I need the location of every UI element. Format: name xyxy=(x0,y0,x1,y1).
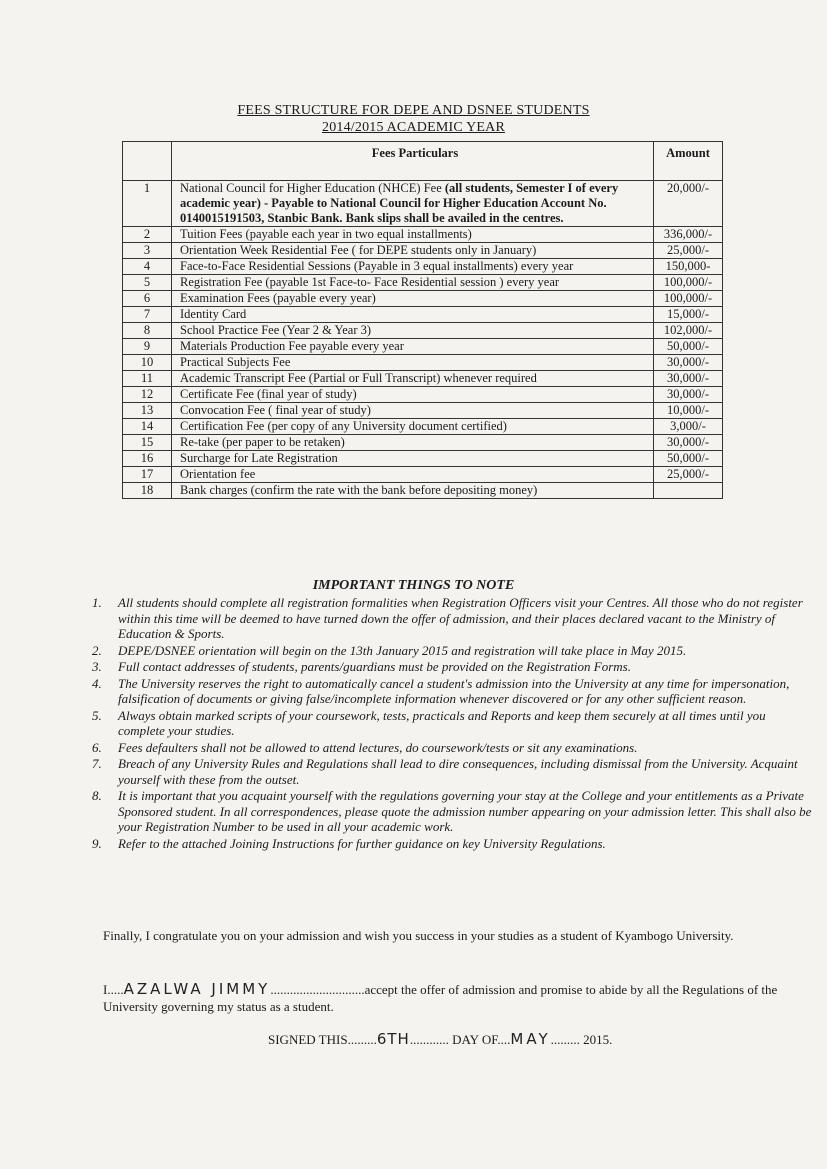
table-row xyxy=(123,451,723,467)
row-number: 12 xyxy=(123,387,172,403)
signed-mid: ............ DAY OF.... xyxy=(409,1032,511,1047)
note-item xyxy=(92,707,813,739)
signed-suffix: ......... 2015. xyxy=(550,1032,613,1047)
table-row xyxy=(123,181,723,227)
note-number: 6. xyxy=(92,739,102,755)
accept-text: accept the offer of admission and promise to abide by all the Regulations of the University governing my status as a student. xyxy=(103,982,778,1014)
row-amount: 50,000/- xyxy=(654,451,723,467)
row-amount: 50,000/- xyxy=(654,339,723,355)
row-amount: 3,000/- xyxy=(654,419,723,435)
note-number: 2. xyxy=(92,642,102,658)
row-amount: 15,000/- xyxy=(654,307,723,323)
note-item xyxy=(92,739,813,756)
notes-list xyxy=(92,595,813,852)
row-number: 17 xyxy=(123,467,172,483)
row-amount: 25,000/- xyxy=(654,243,723,259)
signed-day-handwritten: 6TH xyxy=(376,1030,410,1048)
row-amount: 20,000/- xyxy=(654,181,723,227)
accept-dots: ............................. xyxy=(270,982,365,997)
note-text: Full contact addresses of students, parents/guardians must be provided on the Registration Forms. xyxy=(118,659,631,674)
row-particulars: Identity Card xyxy=(172,307,654,323)
row-amount: 30,000/- xyxy=(654,371,723,387)
row-amount: 30,000/- xyxy=(654,387,723,403)
row-particulars: Orientation Week Residential Fee ( for DEPE students only in January) xyxy=(172,243,654,259)
row-particulars: Orientation fee xyxy=(172,467,654,483)
row-particulars: Academic Transcript Fee (Partial or Full Transcript) whenever required xyxy=(172,371,654,387)
document-subtitle: 2014/2015 ACADEMIC YEAR xyxy=(322,120,505,135)
row-amount xyxy=(654,483,723,499)
note-number: 7. xyxy=(92,756,102,771)
note-item xyxy=(92,675,813,707)
row-number: 14 xyxy=(123,419,172,435)
student-name-handwritten: AZALWA JIMMY xyxy=(123,980,271,998)
row-number: 10 xyxy=(123,355,172,371)
signature-line xyxy=(268,1030,612,1048)
row-number: 11 xyxy=(123,371,172,387)
row-amount: 102,000/- xyxy=(654,323,723,339)
row-number: 5 xyxy=(123,275,172,291)
document-title: FEES STRUCTURE FOR DEPE AND DSNEE STUDENTS xyxy=(237,103,590,118)
table-row xyxy=(123,403,723,419)
note-number: 8. xyxy=(92,788,102,803)
row-amount: 30,000/- xyxy=(654,355,723,371)
signed-prefix: SIGNED THIS......... xyxy=(268,1032,377,1047)
row-number: 3 xyxy=(123,243,172,259)
note-number: 1. xyxy=(92,595,102,610)
row1-plain: National Council for Higher Education (NHCE) Fee xyxy=(180,181,442,195)
congratulation-paragraph: Finally, I congratulate you on your admission and wish you success in your studies as a student of Kyambogo University. xyxy=(103,928,734,943)
table-row xyxy=(123,435,723,451)
note-text: All students should complete all registration formalities when Registration Officers visit your Centres. All those who do not register within this time will be deemed to have turned down the offer of admission, and their places declared vacant to the Ministry of Education & Sports. xyxy=(118,595,803,641)
row-number: 16 xyxy=(123,451,172,467)
table-row xyxy=(123,307,723,323)
row-particulars: Registration Fee (payable 1st Face-to- Face Residential session ) every year xyxy=(172,275,654,291)
row-amount: 30,000/- xyxy=(654,435,723,451)
note-text: It is important that you acquaint yourself with the regulations governing your stay at the College and your entitlements as a Private Sponsored student. In all correspondences, please quote the admission number appearing on your admission letter. This shall also be your Registration Number to be used in all your academic work. xyxy=(118,788,812,834)
table-row xyxy=(123,371,723,387)
note-text: Always obtain marked scripts of your coursework, tests, practicals and Reports and keep them securely at all times until you complete your studies. xyxy=(118,707,766,738)
note-item xyxy=(92,642,813,659)
row-particulars: Surcharge for Late Registration xyxy=(172,451,654,467)
row-particulars: Re-take (per paper to be retaken) xyxy=(172,435,654,451)
note-item xyxy=(92,659,813,675)
row-particulars: Examination Fees (payable every year) xyxy=(172,291,654,307)
row-number: 13 xyxy=(123,403,172,419)
row-particulars: Certificate Fee (final year of study) xyxy=(172,387,654,403)
table-row xyxy=(123,419,723,435)
table-row xyxy=(123,339,723,355)
row-number: 15 xyxy=(123,435,172,451)
row-amount: 336,000/- xyxy=(654,227,723,243)
table-row xyxy=(123,291,723,307)
row-number: 9 xyxy=(123,339,172,355)
note-text: Breach of any University Rules and Regulations shall lead to dire consequences, including dismissal from the University. Acquaint yourself with these from the outset. xyxy=(118,756,798,787)
row-particulars: School Practice Fee (Year 2 & Year 3) xyxy=(172,323,654,339)
row-amount: 150,000- xyxy=(654,259,723,275)
row-number: 6 xyxy=(123,291,172,307)
header-amount: Amount xyxy=(654,142,723,181)
table-row xyxy=(123,467,723,483)
note-item xyxy=(92,756,813,787)
accept-prefix: I..... xyxy=(103,982,124,997)
header-number xyxy=(123,142,172,181)
row-number: 8 xyxy=(123,323,172,339)
note-text: Fees defaulters shall not be allowed to attend lectures, do coursework/tests or sit any examinations. xyxy=(118,739,638,755)
table-row xyxy=(123,227,723,243)
note-item xyxy=(92,835,813,852)
row-particulars: Convocation Fee ( final year of study) xyxy=(172,403,654,419)
note-number: 5. xyxy=(92,707,102,723)
table-row xyxy=(123,243,723,259)
row-amount: 25,000/- xyxy=(654,467,723,483)
fees-table xyxy=(122,141,723,499)
note-text: The University reserves the right to automatically cancel a student's admission into the University at any time for impersonation, falsification of documents or giving false/incomplete information whenever discovered or for any other sufficient reason. xyxy=(118,675,790,706)
note-text: Refer to the attached Joining Instructions for further guidance on key University Regulations. xyxy=(118,835,606,851)
row-amount: 10,000/- xyxy=(654,403,723,419)
table-row xyxy=(123,387,723,403)
note-number: 9. xyxy=(92,835,102,851)
note-item xyxy=(92,788,813,835)
row-amount: 100,000/- xyxy=(654,275,723,291)
row-particulars xyxy=(172,181,654,227)
row-particulars: Tuition Fees (payable each year in two equal installments) xyxy=(172,227,654,243)
table-row xyxy=(123,355,723,371)
note-number: 3. xyxy=(92,659,102,674)
table-row xyxy=(123,275,723,291)
table-row xyxy=(123,259,723,275)
table-row xyxy=(123,323,723,339)
row1-bold: (all students, Semester I of every academic year) - Payable to National Council for Higher Education Account No. 0140015191503, Stanbic Bank. Bank slips shall be availed in the centres. xyxy=(180,181,619,225)
row-number: 18 xyxy=(123,483,172,499)
note-text: DEPE/DSNEE orientation will begin on the 13th January 2015 and registration will take place in May 2015. xyxy=(118,642,687,658)
row-number: 2 xyxy=(123,227,172,243)
row-particulars: Face-to-Face Residential Sessions (Payable in 3 equal installments) every year xyxy=(172,259,654,275)
table-row xyxy=(123,483,723,499)
note-item xyxy=(92,595,813,642)
row-number: 1 xyxy=(123,181,172,227)
row-particulars: Practical Subjects Fee xyxy=(172,355,654,371)
row-amount: 100,000/- xyxy=(654,291,723,307)
row-particulars: Bank charges (confirm the rate with the bank before depositing money) xyxy=(172,483,654,499)
note-number: 4. xyxy=(92,675,102,691)
signed-month-handwritten: MAY xyxy=(510,1030,551,1048)
header-particulars: Fees Particulars xyxy=(172,142,654,181)
acceptance-paragraph xyxy=(103,981,815,1015)
row-particulars: Certification Fee (per copy of any University document certified) xyxy=(172,419,654,435)
row-number: 7 xyxy=(123,307,172,323)
notes-heading: IMPORTANT THINGS TO NOTE xyxy=(312,578,515,593)
row-particulars: Materials Production Fee payable every year xyxy=(172,339,654,355)
row-number: 4 xyxy=(123,259,172,275)
